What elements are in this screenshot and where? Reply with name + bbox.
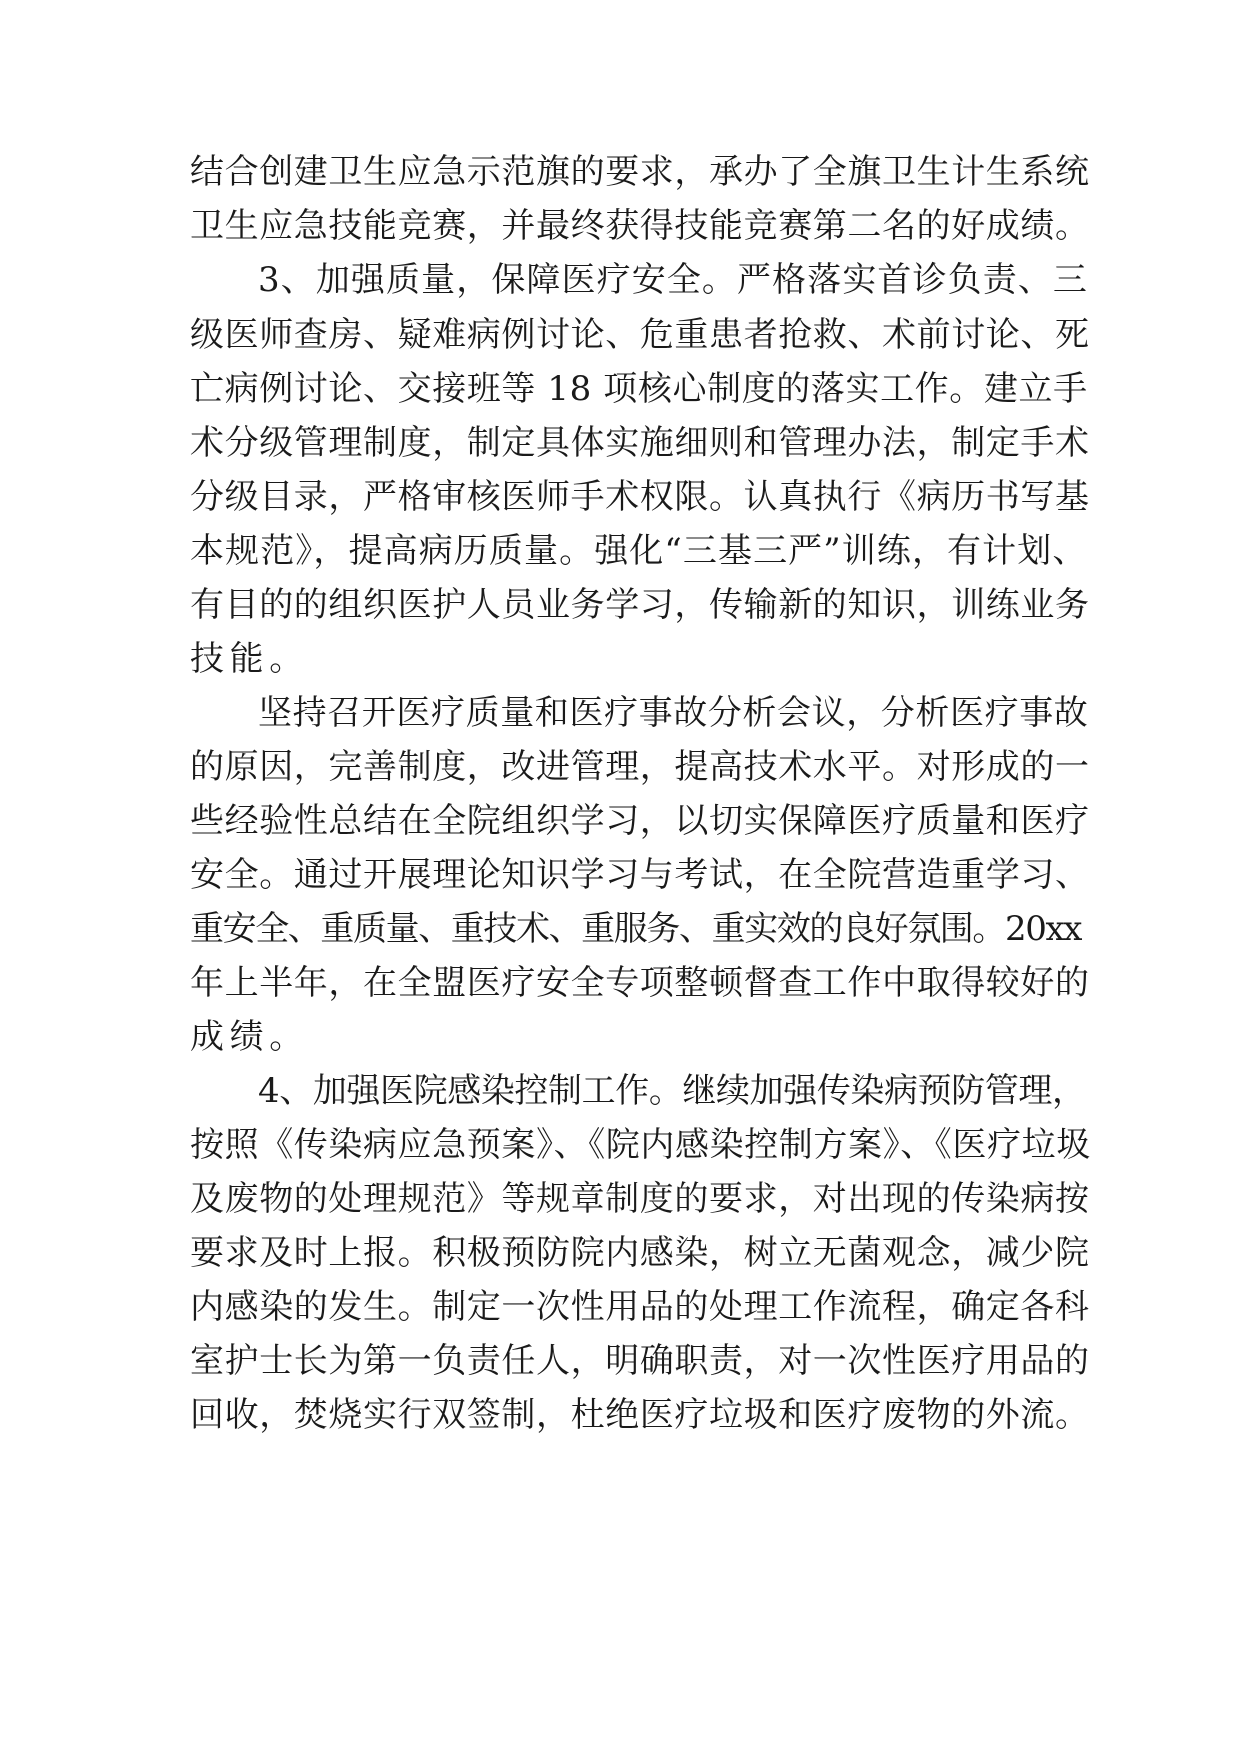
text-line: 重安全、重质量、重技术、重服务、重实效的良好氛围。20xx (190, 909, 1082, 949)
text-line: 结合创建卫生应急示范旗的要求，承办了全旗卫生计生系统 (190, 152, 1090, 192)
text-line: 年上半年，在全盟医疗安全专项整顿督查工作中取得较好的 (190, 963, 1090, 1003)
text-line: 成绩。 (190, 1017, 309, 1057)
text-line: 按照《传染病应急预案》、《院内感染控制方案》、《医疗垃圾 (190, 1125, 1091, 1165)
text-line: 级医师查房、疑难病例讨论、危重患者抢救、术前讨论、死 (190, 315, 1090, 355)
text-line: 技能。 (190, 639, 309, 679)
text-line: 术分级管理制度，制定具体实施细则和管理办法，制定手术 (190, 423, 1090, 463)
text-line: 有目的的组织医护人员业务学习，传输新的知识，训练业务 (190, 585, 1090, 625)
text-line: 的原因，完善制度，改进管理，提高技术水平。对形成的一 (190, 747, 1090, 787)
text-line: 卫生应急技能竞赛，并最终获得技能竞赛第二名的好成绩。 (190, 206, 1090, 246)
text-line-indented: 3、加强质量，保障医疗安全。严格落实首诊负责、三 (258, 260, 1089, 300)
text-line: 些经验性总结在全院组织学习，以切实保障医疗质量和医疗 (190, 801, 1090, 841)
text-line: 亡病例讨论、交接班等 18 项核心制度的落实工作。建立手 (190, 369, 1088, 409)
text-line-indented: 4、加强医院感染控制工作。继续加强传染病预防管理， (258, 1071, 1086, 1111)
text-line: 回收，焚烧实行双签制，杜绝医疗垃圾和医疗废物的外流。 (190, 1395, 1090, 1435)
text-line: 内感染的发生。制定一次性用品的处理工作流程，确定各科 (190, 1287, 1090, 1327)
text-line-indented: 坚持召开医疗质量和医疗事故分析会议，分析医疗事故 (258, 693, 1089, 733)
text-line: 安全。通过开展理论知识学习与考试，在全院营造重学习、 (190, 855, 1090, 895)
text-line: 及废物的处理规范》等规章制度的要求，对出现的传染病按 (190, 1179, 1090, 1219)
text-line: 分级目录，严格审核医师手术权限。认真执行《病历书写基 (190, 477, 1090, 517)
text-line: 本规范》，提高病历质量。强化“三基三严”训练，有计划、 (190, 531, 1088, 571)
text-line: 室护士长为第一负责任人，明确职责，对一次性医疗用品的 (190, 1341, 1090, 1381)
text-line: 要求及时上报。积极预防院内感染，树立无菌观念，减少院 (190, 1233, 1090, 1273)
